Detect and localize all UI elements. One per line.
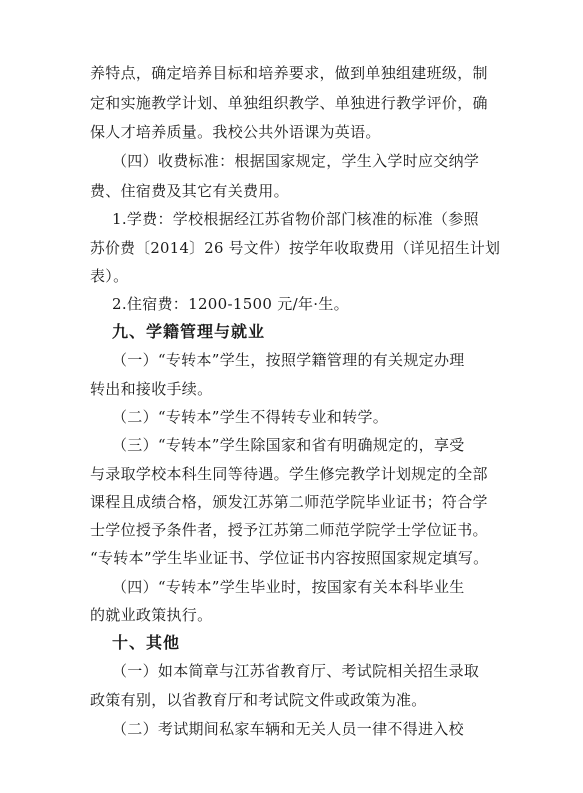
- paragraph-line: 政策有别，以省教育厅和考试院文件或政策为准。: [90, 691, 427, 709]
- paragraph-line: （四）“专转本”学生毕业时，按国家有关本科毕业生: [112, 578, 465, 596]
- paragraph-line: （二）“专转本”学生不得转专业和转学。: [112, 408, 389, 426]
- paragraph-line: （四）收费标准：根据国家规定，学生入学时应交纳学: [112, 152, 480, 170]
- paragraph-line: 2.住宿费：1200-1500 元/年·生。: [112, 295, 349, 313]
- paragraph-line: 表）。: [90, 267, 129, 285]
- paragraph-line: 苏价费〔2014〕26 号文件）按学年收取费用（详见招生计划: [90, 239, 501, 257]
- paragraph-line: 1.学费：学校根据经江苏省物价部门核准的标准（参照: [112, 210, 479, 228]
- paragraph-line: （一）如本简章与江苏省教育厅、考试院相关招生录取: [112, 662, 480, 680]
- paragraph-line: 的就业政策执行。: [90, 606, 213, 624]
- paragraph-line: （二）考试期间私家车辆和无关人员一律不得进入校: [112, 720, 464, 738]
- paragraph-line: 定和实施教学计划、单独组织教学、单独进行教学评价，确: [90, 94, 488, 112]
- paragraph-line: 课程且成绩合格，颁发江苏第二师范学院毕业证书；符合学: [90, 493, 488, 511]
- section-heading-10: 十、其他: [112, 633, 181, 652]
- paragraph-line: 士学位授予条件者，授予江苏第二师范学院学士学位证书。: [90, 521, 488, 539]
- section-heading-9: 九、学籍管理与就业: [112, 322, 266, 341]
- paragraph-line: （一）“专转本”学生，按照学籍管理的有关规定办理: [112, 351, 465, 369]
- paragraph-line: 养特点，确定培养目标和培养要求，做到单独组建班级，制: [90, 64, 488, 82]
- paragraph-line: 转出和接收手续。: [90, 380, 213, 398]
- paragraph-line: 保人才培养质量。我校公共外语课为英语。: [90, 123, 381, 141]
- paragraph-line: 与录取学校本科生同等待遇。学生修完教学计划规定的全部: [90, 465, 488, 483]
- paragraph-line: 费、住宿费及其它有关费用。: [90, 182, 289, 200]
- paragraph-line: （三）“专转本”学生除国家和省有明确规定的，享受: [112, 436, 465, 454]
- paragraph-line: “专转本”学生毕业证书、学位证书内容按照国家规定填写。: [90, 549, 489, 567]
